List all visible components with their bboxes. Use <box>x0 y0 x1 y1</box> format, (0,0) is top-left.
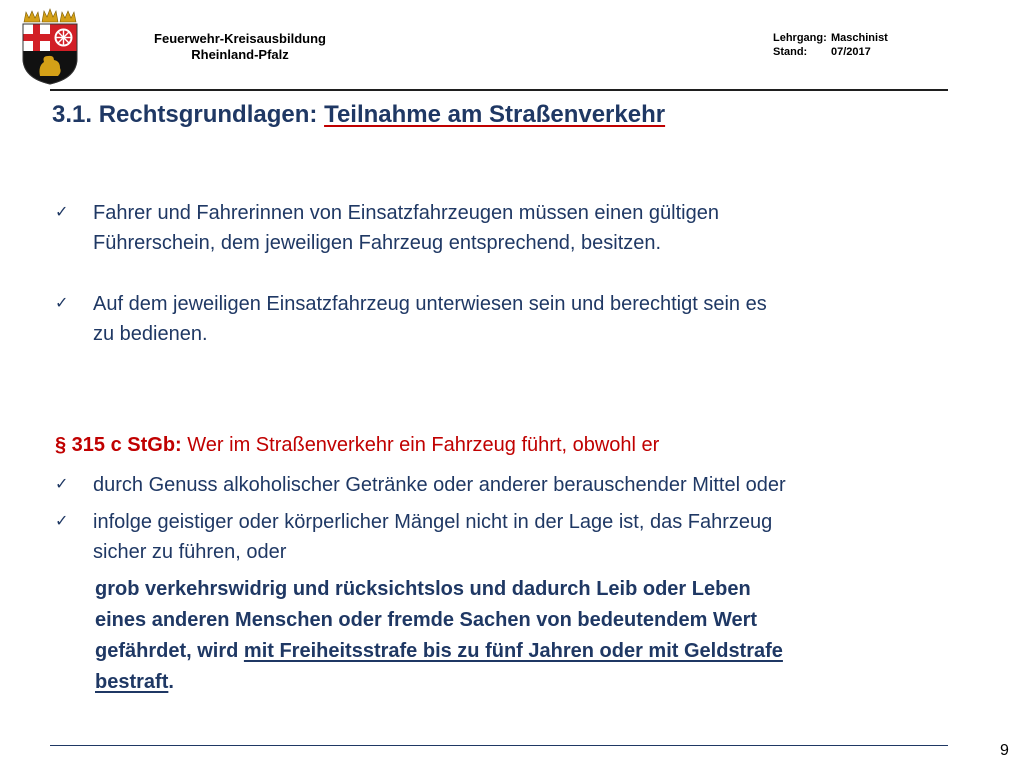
title-underlined: Teilnahme am Straßenverkehr <box>324 101 666 128</box>
title-prefix: 3.1. Rechtsgrundlagen: <box>52 101 325 128</box>
organization-name <box>140 31 340 63</box>
penalty-plain: gefährdet, wird <box>95 640 244 662</box>
course-meta <box>773 31 888 59</box>
coat-of-arms-icon <box>20 6 80 86</box>
check-icon: ✓ <box>55 513 69 530</box>
org-line-2: Rheinland-Pfalz <box>191 47 289 62</box>
law-reference <box>55 430 659 460</box>
penalty-period: . <box>168 671 174 693</box>
bullet-line: sicher zu führen, oder <box>93 541 287 563</box>
bullet-line: zu bedienen. <box>93 323 208 345</box>
footer-divider <box>50 745 948 746</box>
bullet-line: Führerschein, dem jeweiligen Fahrzeug entsprechend, besitzen. <box>93 232 662 254</box>
page-number: 9 <box>1000 742 1009 759</box>
penalty-line: eines anderen Menschen oder fremde Sachen von bedeutendem Wert <box>95 609 758 631</box>
check-icon: ✓ <box>55 295 69 312</box>
course-key: Lehrgang: <box>773 32 827 44</box>
bullet-instructed <box>55 289 975 349</box>
bullet-line: durch Genuss alkoholischer Getränke oder anderer berauschender Mittel oder <box>93 474 786 496</box>
header-divider <box>50 89 948 91</box>
penalty-line <box>95 636 995 667</box>
bullet-license <box>55 198 975 258</box>
law-ref: § 315 c StGb: <box>55 434 182 456</box>
penalty-underlined-end: bestraft <box>95 671 169 693</box>
stand-key: Stand: <box>773 46 808 58</box>
course-row <box>773 31 888 45</box>
law-text: Wer im Straßenverkehr ein Fahrzeug führt, obwohl er <box>181 434 660 456</box>
penalty-line <box>95 667 995 698</box>
stand-value: 07/2017 <box>831 46 871 58</box>
stand-row <box>773 45 888 59</box>
bullet-impairment <box>55 507 975 567</box>
bullet-line: Auf dem jeweiligen Einsatzfahrzeug unterwiesen sein und berechtigt sein es <box>93 293 767 315</box>
penalty-line: grob verkehrswidrig und rücksichtslos und dadurch Leib oder Leben <box>95 578 751 600</box>
org-line-1: Feuerwehr-Kreisausbildung <box>154 31 326 46</box>
bullet-line: Fahrer und Fahrerinnen von Einsatzfahrzeugen müssen einen gültigen <box>93 202 719 224</box>
bullet-alcohol <box>55 470 975 500</box>
bullet-line: infolge geistiger oder körperlicher Mängel nicht in der Lage ist, das Fahrzeug <box>93 511 773 533</box>
course-value: Maschinist <box>831 32 888 44</box>
check-icon: ✓ <box>55 204 69 221</box>
slide-title <box>52 101 665 129</box>
penalty-text <box>95 574 995 698</box>
check-icon: ✓ <box>55 476 69 493</box>
penalty-underlined: mit Freiheitsstrafe bis zu fünf Jahren oder mit Geldstrafe <box>243 640 783 662</box>
